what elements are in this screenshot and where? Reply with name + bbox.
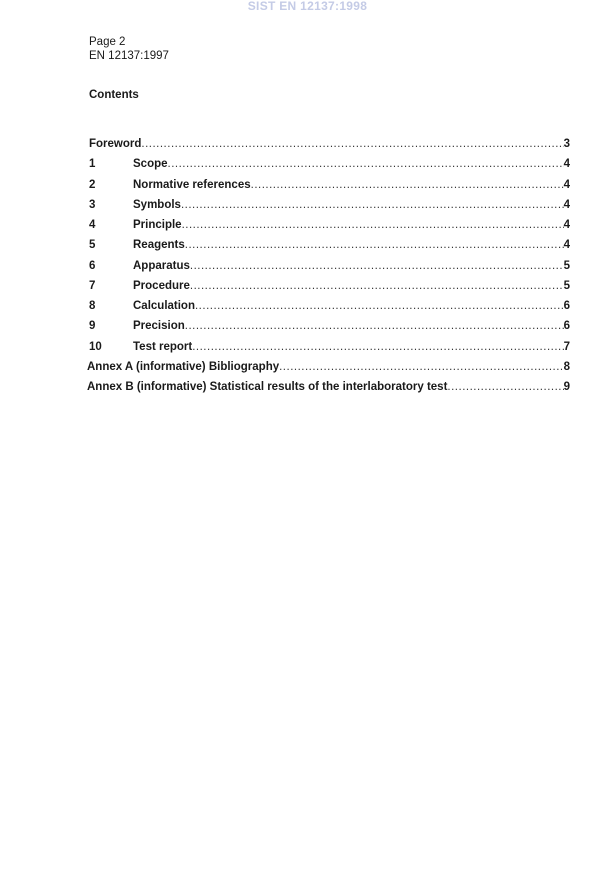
toc-entry-foreword[interactable]	[89, 137, 570, 151]
toc-entry-number: 10	[89, 341, 102, 353]
toc-entry-number: 2	[89, 179, 96, 191]
toc-entry-page: 7	[563, 341, 570, 353]
toc-entry-annex-b[interactable]	[87, 380, 570, 394]
toc-entry-title: Symbols	[133, 199, 181, 211]
toc-entry-page: 9	[563, 381, 570, 393]
leader-dots	[279, 360, 563, 374]
toc-entry-apparatus[interactable]	[89, 259, 570, 273]
toc-entry-calculation[interactable]	[89, 299, 570, 313]
toc-entry-number: 1	[89, 158, 96, 170]
toc-entry-page: 3	[563, 138, 570, 150]
toc-entry-page: 4	[563, 219, 570, 231]
leader-dots	[141, 137, 563, 151]
toc-entry-precision[interactable]	[89, 319, 570, 333]
leader-dots	[447, 380, 563, 394]
toc-entry-number: 4	[89, 219, 96, 231]
toc-entry-number: 9	[89, 320, 96, 332]
leader-dots	[181, 198, 564, 212]
toc-entry-page: 4	[563, 179, 570, 191]
toc-entry-symbols[interactable]	[89, 198, 570, 212]
toc-entry-title: Test report	[133, 341, 193, 353]
toc-entry-title: Annex A (informative) Bibliography	[87, 361, 280, 373]
toc-entry-title: Calculation	[133, 300, 195, 312]
toc-entry-page: 5	[563, 260, 570, 272]
toc-entry-page: 4	[563, 199, 570, 211]
toc-entry-number: 7	[89, 280, 96, 292]
leader-dots	[190, 279, 564, 293]
toc-entry-title: Normative references	[133, 179, 251, 191]
leader-dots	[192, 340, 563, 354]
toc-entry-number: 6	[89, 260, 96, 272]
toc-entry-procedure[interactable]	[89, 279, 570, 293]
leader-dots	[185, 319, 564, 333]
toc-entry-title: Principle	[133, 219, 182, 231]
toc-entry-page: 8	[563, 361, 570, 373]
standard-number-header: EN 12137:1997	[89, 50, 169, 62]
toc-entry-title: Apparatus	[133, 260, 190, 272]
toc-entry-page: 6	[563, 320, 570, 332]
toc-entry-number: 5	[89, 239, 96, 251]
toc-entry-title: Reagents	[133, 239, 185, 251]
toc-entry-scope[interactable]	[89, 157, 570, 171]
toc-entry-title: Scope	[133, 158, 168, 170]
toc-entry-title: Precision	[133, 320, 185, 332]
leader-dots	[185, 238, 564, 252]
toc-entry-title: Procedure	[133, 280, 190, 292]
toc-entry-normative-references[interactable]	[89, 178, 570, 192]
leader-dots	[190, 259, 564, 273]
toc-entry-page: 5	[563, 280, 570, 292]
leader-dots	[251, 178, 564, 192]
leader-dots	[195, 299, 564, 313]
leader-dots	[168, 157, 564, 171]
toc-entry-principle[interactable]	[89, 218, 570, 232]
toc-entry-page: 4	[563, 239, 570, 251]
toc-entry-annex-a[interactable]	[87, 360, 570, 374]
toc-entry-number: 8	[89, 300, 96, 312]
toc-entry-title: Annex B (informative) Statistical results of the interlaboratory test	[87, 381, 448, 393]
toc-entry-page: 6	[563, 300, 570, 312]
leader-dots	[182, 218, 564, 232]
watermark: SIST EN 12137:1998	[247, 0, 368, 13]
toc-entry-number: 3	[89, 199, 96, 211]
contents-heading: Contents	[89, 89, 139, 101]
toc-entry-test-report[interactable]	[89, 340, 570, 354]
toc-entry-title: Foreword	[89, 138, 142, 150]
toc-entry-page: 4	[563, 158, 570, 170]
toc-entry-reagents[interactable]	[89, 238, 570, 252]
page-number-header: Page 2	[89, 36, 126, 48]
